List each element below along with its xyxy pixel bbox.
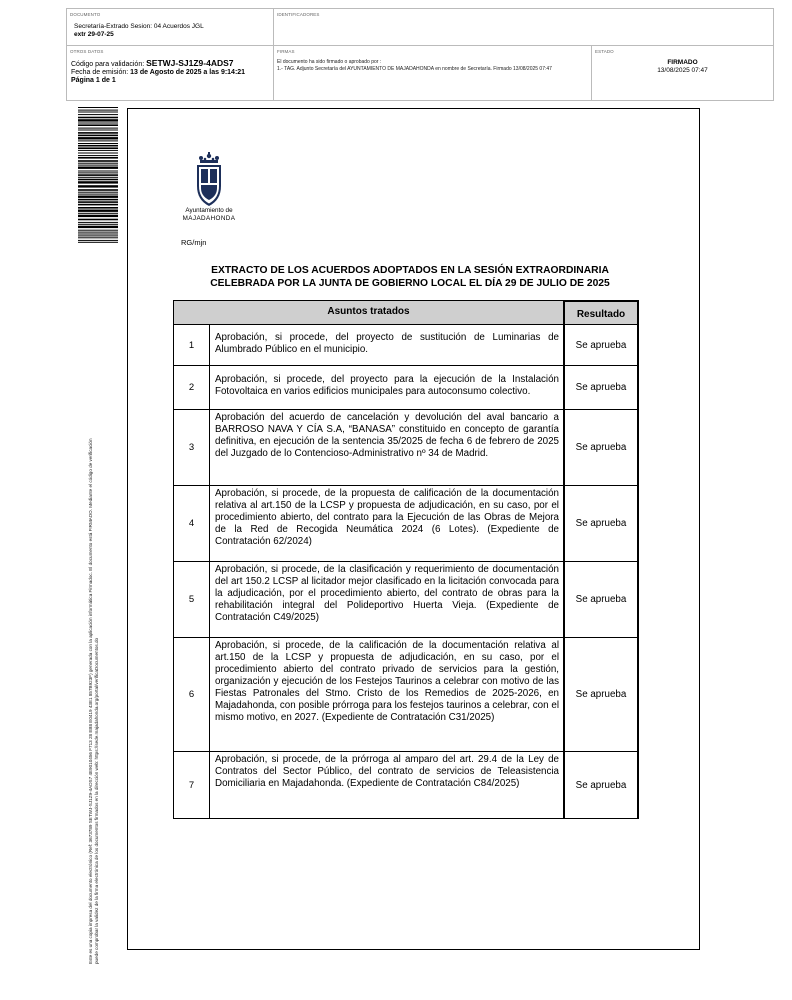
title-line1: EXTRACTO DE LOS ACUERDOS ADOPTADOS EN LA SESIÓN EXTRAORDINARIA	[211, 265, 609, 276]
row-number: 3	[173, 409, 210, 486]
row-result: Se aprueba	[563, 324, 639, 366]
agenda-table	[173, 300, 639, 819]
document-title	[180, 264, 640, 290]
validacion-label: Código para validación:	[71, 61, 145, 68]
firmas-line2: 1.- TAG. Adjunto Secretaría del AYUNTAMIENTO DE MAJADAHONDA en nombre de Secretaría. Firmado 13/08/2025 07:47	[277, 66, 552, 72]
header-resultado: Resultado	[563, 300, 639, 325]
documento-line2: extr 29-07-25	[74, 31, 114, 38]
row-result: Se aprueba	[563, 409, 639, 486]
row-number: 7	[173, 751, 210, 819]
validation-code: SETWJ-SJ1Z9-4ADS7	[146, 58, 234, 68]
documento-cell	[67, 9, 274, 46]
table-row	[173, 751, 639, 819]
table-row	[173, 324, 639, 366]
row-text: Aprobación, si procede, de la propuesta de calificación de la documentación relativa al art.150 de la LCSP y propuesta de adjudicación, en su caso, por el procedimiento abierto, del contrato para la Ejecución de las Obras de Mejora de la Red de Recogida Neumática 2024 (6 Lotes). (Expediente de Contratación 62/2024)	[209, 485, 564, 562]
verification-note-line2: puede comprobar la validez de la firma electrónica de los documentos firmados en la dirección web: https://sede.majadahonda.org/portal/verificaDocumentos.do	[94, 637, 99, 964]
otros-datos-label: OTROS DATOS	[70, 49, 104, 54]
row-result: Se aprueba	[563, 637, 639, 752]
otros-datos-cell	[67, 46, 274, 100]
table-row	[173, 485, 639, 562]
header-asuntos: Asuntos tratados	[173, 300, 564, 325]
firmas-line1: El documento ha sido firmado o aprobado por :	[277, 59, 382, 65]
row-text: Aprobación, si procede, de la clasificación y requerimiento de documentación del art 150.2 LCSP al licitador mejor clasificado en la licitación convocada para la adjudicación, por el procedimiento abierto, del contrato de obras para la rehabilitación integral del Polideportivo Huerta Vieja. (Expediente de Contratación C49/2025)	[209, 561, 564, 638]
row-number: 5	[173, 561, 210, 638]
row-number: 2	[173, 365, 210, 410]
identificadores-label: IDENTIFICADORES	[277, 12, 320, 17]
table-row	[173, 561, 639, 638]
row-number: 1	[173, 324, 210, 366]
barcode	[78, 107, 118, 244]
row-text: Aprobación, si procede, del proyecto para la ejecución de la Instalación Fotovoltaica en varios edificios municipales para autoconsumo colectivo.	[209, 365, 564, 410]
reference-initials: RG/mjn	[181, 238, 207, 247]
table-row	[173, 637, 639, 752]
row-result: Se aprueba	[563, 365, 639, 410]
row-number: 4	[173, 485, 210, 562]
identificadores-cell	[274, 9, 773, 46]
row-result: Se aprueba	[563, 561, 639, 638]
estado-cell	[592, 46, 773, 100]
verification-note	[88, 274, 100, 964]
emision-label: Fecha de emisión:	[71, 69, 129, 76]
row-result: Se aprueba	[563, 485, 639, 562]
logo-text-line1: Ayuntamiento de	[185, 207, 233, 214]
estado-value: FIRMADO	[667, 59, 698, 66]
table-row	[173, 409, 639, 486]
row-text: Aprobación del acuerdo de cancelación y devolución del aval bancario a BARROSO NAVA Y CÍA S.A, “BANASA” constituido en concepto de garantía definitiva, en ejecución de la sentencia 35/2025 de fecha 6 de febrero de 2025 del Juzgado de lo Contencioso-Administrativo nº 34 de Madrid.	[209, 409, 564, 486]
emision-value: 13 de Agosto de 2025 a las 9:14:21	[130, 69, 246, 76]
table-row	[173, 365, 639, 410]
logo-text-line2: MAJADAHONDA	[182, 215, 236, 222]
row-result: Se aprueba	[563, 751, 639, 819]
row-number: 6	[173, 637, 210, 752]
document-header	[66, 8, 774, 101]
row-text: Aprobación, si procede, de la prórroga al amparo del art. 29.4 de la Ley de Contratos del Sector Público, del contrato de servicios de Teleasistencia Domiciliaria en Majadahonda. (Expediente de Contratación C84/2025)	[209, 751, 564, 819]
row-text: Aprobación, si procede, de la calificación de la documentación relativa al art.150 de la LCSP y propuesta de adjudicación, en su caso, por el procedimiento abierto del contrato privado de servicios para la gestión, organización y ejecución de los Festejos Taurinos a celebrar con motivo de las Fiestas Patronales del Stmo. Cristo de los Remedios de 2025-2026, en Majadahonda, con posible prórroga para los festejos taurinos a celebrar, con el mismo motivo, en 2027. (Expediente de Contratación C31/2025)	[209, 637, 564, 752]
verification-note-line1: Este es una copia impresa del documento electrónico (Ref: 3673789 SETWJ-SJ1Z9-4ADS7 4E9010456 F713 28 EB8 E0419 43E1 857B923F) generada con la aplicación informática Firmadoc. El documento está FIRMADO. Mediante el código de verificación	[88, 438, 93, 964]
row-text: Aprobación, si procede, del proyecto de sustitución de Luminarias de Alumbrado Público en el municipio.	[209, 324, 564, 366]
documento-line1: Secretaría-Extrado Sesion: 04 Acuerdos JGL	[74, 23, 204, 30]
title-line2: CELEBRADA POR LA JUNTA DE GOBIERNO LOCAL EL DÍA 29 DE JULIO DE 2025	[210, 278, 610, 289]
estado-date: 13/08/2025 07:47	[657, 67, 708, 74]
firmas-label: FIRMAS	[277, 49, 295, 54]
estado-label: ESTADO	[595, 49, 614, 54]
coat-of-arms-logo	[176, 152, 242, 208]
page-count: Página 1 de 1	[71, 77, 116, 84]
documento-label: DOCUMENTO	[70, 12, 101, 17]
firmas-cell	[274, 46, 592, 100]
